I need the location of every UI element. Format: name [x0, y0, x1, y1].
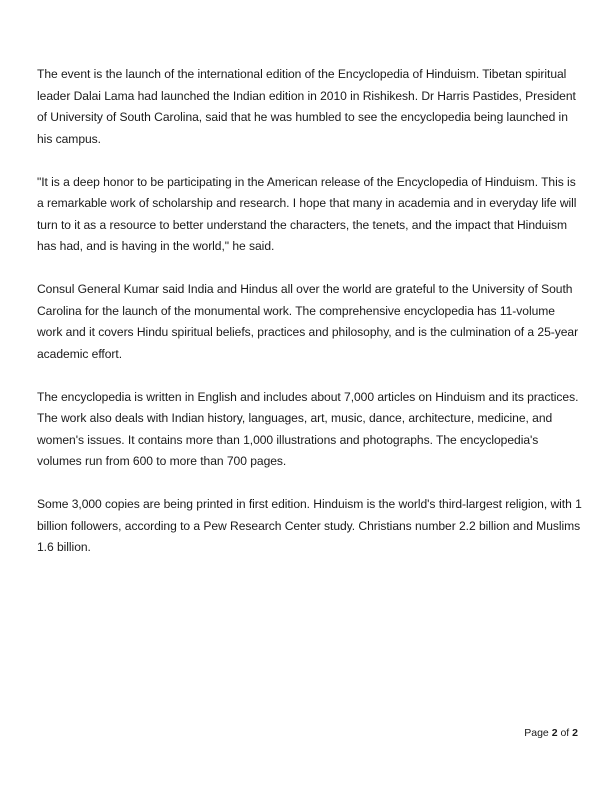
paragraph-copies-statistics: Some 3,000 copies are being printed in first edition. Hinduism is the world's third-largest religion, with 1 billion followers, according to a Pew Research Center study. Christians number 2.2 billion and Muslims 1.6 billion. — [37, 497, 582, 554]
paragraph-quote: "It is a deep honor to be participating in the American release of the Encyclopedia of Hinduism. This is a remarkable work of scholarship and research. I hope that many in academia and in everyday life will turn to it as a resource to better understand the characters, the tenets, and the impact that Hinduism has had, and is having in the world," he said. — [37, 174, 577, 253]
page-label: Page — [524, 727, 549, 739]
document-body — [37, 64, 582, 580]
page-number — [524, 727, 578, 739]
paragraph-encyclopedia-contents: The encyclopedia is written in English and includes about 7,000 articles on Hinduism and its practices. The work also deals with Indian history, languages, art, music, dance, architecture, medicine, and women's issues. It contains more than 1,000 illustrations and photographs. The encyclopedia's volumes run from 600 to more than 700 pages. — [37, 389, 579, 468]
of-label: of — [560, 727, 570, 739]
paragraph-event-launch: The event is the launch of the international edition of the Encyclopedia of Hinduism. Tibetan spiritual leader Dalai Lama had launched the Indian edition in 2010 in Rishikesh. Dr Harris Pastides, President of University of South Carolina, said that he was humbled to see the encyclopedia being launched in his campus. — [37, 67, 576, 146]
current-page: 2 — [551, 727, 558, 739]
total-pages: 2 — [572, 727, 578, 739]
paragraph-consul-general: Consul General Kumar said India and Hindus all over the world are grateful to the University of South Carolina for the launch of the monumental work. The comprehensive encyclopedia has 11-volume work and it covers Hindu spiritual beliefs, practices and philosophy, and is the culmination of a 25-year academic effort. — [37, 282, 579, 361]
